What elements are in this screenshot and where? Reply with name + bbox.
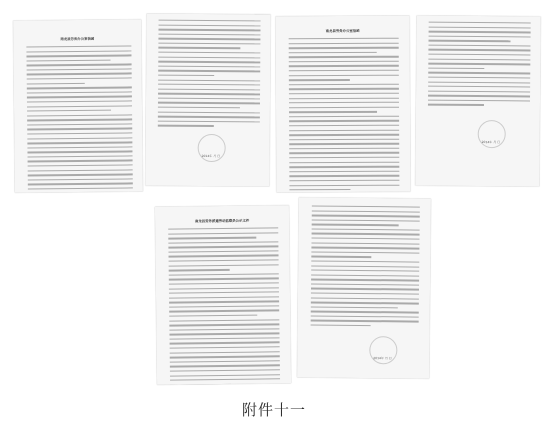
text-block: [311, 205, 421, 330]
text-block: [26, 45, 133, 192]
page-title: 南龙县劳务办公室信函: [325, 28, 360, 34]
document-page-4: [415, 15, 540, 186]
signature-date: 2014年 月 日: [481, 140, 501, 145]
signature-date: 2014年 月 日: [201, 153, 221, 159]
text-block: [428, 22, 530, 110]
document-page-1: [13, 19, 143, 192]
signature-date: 2014年 月 日: [373, 356, 392, 361]
document-page-2: [145, 14, 270, 187]
document-page-3: [276, 16, 411, 193]
document-page-5: [155, 205, 291, 385]
page-title: 南龙县劳务派遣劳动监察员公示文件: [194, 218, 250, 224]
text-block: [158, 20, 260, 131]
text-block: [289, 38, 400, 193]
document-page-6: [297, 197, 431, 378]
text-block: [169, 227, 281, 384]
attachment-caption: 附件十一: [241, 401, 306, 419]
page-title: 南龙县劳务办公室信函: [60, 36, 95, 42]
